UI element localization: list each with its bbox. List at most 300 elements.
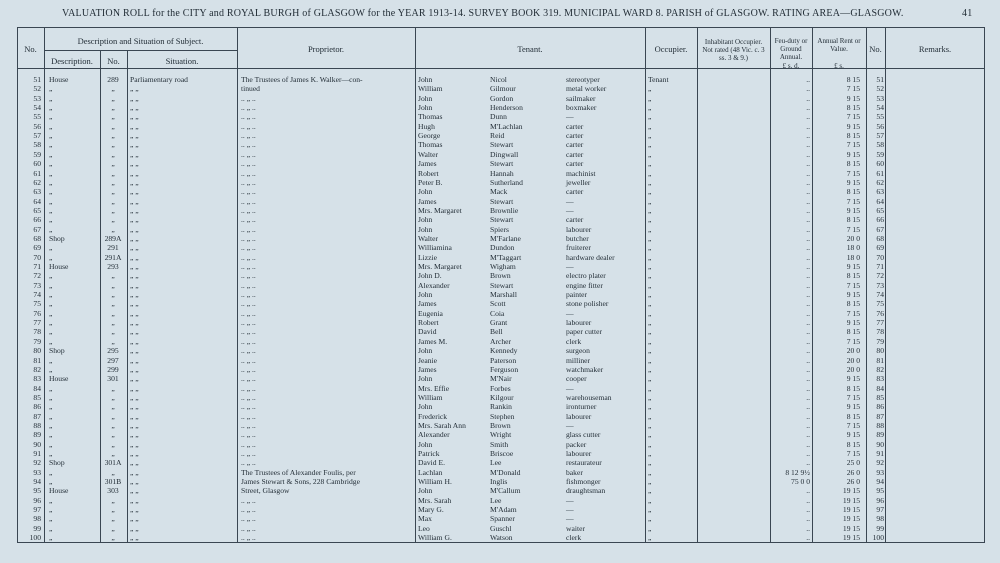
- entry-annual-rent: 8 15: [846, 159, 860, 169]
- entry-description: „: [49, 93, 53, 103]
- entry-situation: „ „: [130, 112, 139, 122]
- entry-proprietor: .. „ ..: [241, 93, 256, 103]
- tenant-occupation: clerk: [566, 336, 582, 346]
- entry-proprietor: .. „ ..: [241, 514, 256, 524]
- entry-situation: „ „: [130, 486, 139, 496]
- tenant-surname: Gilmour: [490, 84, 516, 94]
- tenant-surname: M'Nair: [490, 374, 512, 384]
- entry-proprietor: .. „ ..: [241, 243, 256, 253]
- tenant-surname: Bell: [490, 327, 503, 337]
- entry-situation: „ „: [130, 299, 139, 309]
- entry-feu-duty: ..: [806, 262, 810, 271]
- entry-situation: Parliamentary road: [130, 75, 188, 84]
- entry-number-right: 63: [876, 187, 884, 197]
- entry-description: „: [49, 383, 53, 393]
- entry-annual-rent: 9 15: [846, 402, 860, 412]
- table-row: [0, 403, 1000, 411]
- tenant-surname: Brownlie: [490, 205, 519, 215]
- entry-feu-duty: ..: [806, 140, 810, 150]
- entry-situation: „ „: [130, 205, 139, 215]
- entry-number: 79: [33, 336, 41, 346]
- entry-proprietor: .. „ ..: [241, 224, 256, 234]
- entry-occupier: „: [648, 505, 652, 515]
- col-feu: Feu-duty or Ground Annual.: [774, 37, 808, 61]
- entry-number-right: 79: [876, 336, 884, 346]
- entry-occupier: „: [648, 308, 652, 318]
- tenant-first-name: Frederick: [418, 411, 448, 421]
- entry-feu-duty: ..: [806, 271, 810, 281]
- entry-situation: „ „: [130, 262, 139, 271]
- entry-number: 74: [33, 290, 41, 300]
- entry-occupier: „: [648, 430, 652, 440]
- tenant-first-name: John: [418, 93, 433, 103]
- entry-description: Shop: [49, 233, 65, 243]
- entry-feu-duty: ..: [806, 299, 810, 309]
- entry-proprietor: .. „ ..: [241, 262, 256, 271]
- entry-occupier: „: [648, 149, 652, 159]
- entry-occupier: „: [648, 449, 652, 458]
- tenant-surname: Reid: [490, 131, 505, 141]
- entry-street-number: „: [111, 103, 115, 113]
- entry-annual-rent: 19 15: [842, 514, 860, 524]
- entry-number-right: 65: [876, 205, 884, 215]
- entry-feu-duty: ..: [806, 131, 810, 141]
- entry-proprietor: .. „ ..: [241, 505, 256, 515]
- tenant-first-name: Mrs. Margaret: [418, 205, 462, 215]
- entry-situation: „ „: [130, 224, 139, 234]
- entry-number-right: 94: [876, 477, 884, 487]
- entry-feu-duty: ..: [806, 149, 810, 159]
- entry-occupier: „: [648, 514, 652, 524]
- tenant-first-name: John: [418, 75, 433, 84]
- tenant-first-name: Mrs. Margaret: [418, 262, 462, 271]
- tenant-occupation: fruiterer: [566, 243, 591, 253]
- entry-feu-duty: 75 0 0: [791, 477, 810, 487]
- entry-street-number: „: [111, 112, 115, 122]
- entry-occupier: „: [648, 336, 652, 346]
- entry-number-right: 91: [876, 449, 884, 458]
- entry-annual-rent: 25 0: [846, 458, 860, 468]
- entry-street-number: „: [111, 84, 115, 94]
- entry-annual-rent: 8 15: [846, 75, 860, 84]
- entry-number: 84: [33, 383, 41, 393]
- entry-description: „: [49, 280, 53, 290]
- entry-proprietor: .. „ ..: [241, 336, 256, 346]
- col-remarks: Remarks.: [918, 44, 952, 54]
- entry-street-number: „: [111, 224, 115, 234]
- entry-proprietor: .. „ ..: [241, 280, 256, 290]
- entry-annual-rent: 7 15: [846, 84, 860, 94]
- entry-feu-duty: ..: [806, 121, 810, 131]
- entry-occupier: „: [648, 196, 652, 206]
- entry-occupier: „: [648, 112, 652, 122]
- tenant-surname: Sutherland: [490, 177, 523, 187]
- entry-number-right: 93: [876, 467, 884, 477]
- page-number: 41: [962, 8, 973, 19]
- tenant-first-name: Walter: [418, 149, 439, 159]
- tenant-surname: Rankin: [490, 402, 512, 412]
- table-row: [0, 366, 1000, 374]
- tenant-occupation: carter: [566, 121, 584, 131]
- entry-street-number: „: [111, 290, 115, 300]
- entry-number: 98: [33, 514, 41, 524]
- tenant-first-name: William H.: [418, 477, 452, 487]
- entry-number: 71: [33, 262, 41, 271]
- entry-proprietor: .. „ ..: [241, 392, 256, 402]
- entry-situation: „ „: [130, 495, 139, 505]
- entry-number: 81: [33, 355, 41, 365]
- entry-number-right: 98: [876, 514, 884, 524]
- entry-feu-duty: ..: [806, 364, 810, 374]
- entry-street-number: 291A: [104, 252, 122, 262]
- entry-street-number: „: [111, 308, 115, 318]
- tenant-first-name: John D.: [418, 271, 442, 281]
- entry-proprietor: .. „ ..: [241, 364, 256, 374]
- entry-situation: „ „: [130, 84, 139, 94]
- entry-number-right: 58: [876, 140, 884, 150]
- entry-occupier: „: [648, 224, 652, 234]
- entry-situation: „ „: [130, 383, 139, 393]
- entry-street-number: 289A: [104, 233, 122, 243]
- entry-description: „: [49, 308, 53, 318]
- tenant-first-name: John: [418, 290, 433, 300]
- entry-number-right: 59: [876, 149, 884, 159]
- tenant-occupation: butcher: [566, 233, 589, 243]
- tenant-occupation: baker: [566, 467, 583, 477]
- tenant-occupation: —: [566, 514, 574, 524]
- entry-occupier: „: [648, 439, 652, 449]
- entry-situation: „ „: [130, 159, 139, 169]
- tenant-first-name: Lachlan: [418, 467, 443, 477]
- entry-number: 55: [33, 112, 41, 122]
- entry-number: 85: [33, 392, 41, 402]
- entry-number: 88: [33, 420, 41, 430]
- tenant-occupation: carter: [566, 187, 584, 197]
- table-row: [0, 291, 1000, 299]
- entry-occupier: „: [648, 271, 652, 281]
- entry-situation: „ „: [130, 233, 139, 243]
- tenant-first-name: Robert: [418, 318, 439, 328]
- tenant-first-name: Thomas: [418, 140, 443, 150]
- entry-number: 60: [33, 159, 41, 169]
- tenant-first-name: Leo: [418, 523, 430, 533]
- page-title: VALUATION ROLL for the CITY and ROYAL BURGH of GLASGOW for the YEAR 1913-14. SURVEY BOOK 319. MUNICIPAL WARD 8. PARISH of GLASGOW. RATING AREA—GLASGOW.: [62, 8, 904, 19]
- entry-street-number: „: [111, 93, 115, 103]
- table-row: [0, 375, 1000, 383]
- entry-number-right: 71: [876, 262, 884, 271]
- tenant-first-name: Patrick: [418, 449, 440, 458]
- tenant-first-name: John: [418, 439, 433, 449]
- entry-street-number: „: [111, 149, 115, 159]
- entry-feu-duty: ..: [806, 187, 810, 197]
- tenant-first-name: Walter: [418, 233, 439, 243]
- entry-street-number: „: [111, 336, 115, 346]
- entry-situation: „ „: [130, 514, 139, 524]
- entry-situation: „ „: [130, 177, 139, 187]
- tenant-occupation: surgeon: [566, 346, 590, 356]
- tenant-surname: Marshall: [490, 290, 517, 300]
- tenant-occupation: —: [566, 112, 574, 122]
- tenant-surname: Stewart: [490, 159, 514, 169]
- table-row: [0, 104, 1000, 112]
- tenant-surname: Stephen: [490, 411, 515, 421]
- entry-street-number: „: [111, 402, 115, 412]
- entry-number-right: 57: [876, 131, 884, 141]
- entry-situation: „ „: [130, 411, 139, 421]
- entry-number: 61: [33, 168, 41, 178]
- table-row: [0, 188, 1000, 196]
- entry-annual-rent: 20 0: [846, 233, 860, 243]
- entry-situation: „ „: [130, 505, 139, 515]
- tenant-surname: M'Taggart: [490, 252, 522, 262]
- entry-number: 58: [33, 140, 41, 150]
- entry-street-number: „: [111, 280, 115, 290]
- entry-proprietor: .. „ ..: [241, 523, 256, 533]
- entry-situation: „ „: [130, 196, 139, 206]
- entry-feu-duty: ..: [806, 233, 810, 243]
- tenant-first-name: John: [418, 224, 433, 234]
- tenant-occupation: engine fitter: [566, 280, 603, 290]
- entry-proprietor: .. „ ..: [241, 196, 256, 206]
- entry-feu-duty: ..: [806, 196, 810, 206]
- entry-number-right: 64: [876, 196, 884, 206]
- entry-situation: „ „: [130, 439, 139, 449]
- entry-occupier: „: [648, 486, 652, 496]
- entry-number: 90: [33, 439, 41, 449]
- entry-number: 91: [33, 449, 41, 458]
- table-row: [0, 310, 1000, 318]
- entry-feu-duty: ..: [806, 103, 810, 113]
- tenant-occupation: hardware dealer: [566, 252, 615, 262]
- entry-proprietor: James Stewart & Sons, 228 Cambridge: [241, 477, 360, 487]
- entry-annual-rent: 26 0: [846, 467, 860, 477]
- entry-description: „: [49, 103, 53, 113]
- entry-number: 95: [33, 486, 41, 496]
- entry-feu-duty: ..: [806, 75, 810, 84]
- entry-street-number: „: [111, 159, 115, 169]
- entry-number-right: 66: [876, 215, 884, 225]
- entry-annual-rent: 7 15: [846, 308, 860, 318]
- col-number: No.: [107, 56, 120, 66]
- entry-annual-rent: 9 15: [846, 430, 860, 440]
- tenant-occupation: cooper: [566, 374, 587, 384]
- entry-proprietor: .. „ ..: [241, 252, 256, 262]
- tenant-surname: Hannah: [490, 168, 514, 178]
- entry-number: 57: [33, 131, 41, 141]
- entry-number-right: 95: [876, 486, 884, 496]
- entry-annual-rent: 9 15: [846, 205, 860, 215]
- entry-street-number: „: [111, 523, 115, 533]
- entry-occupier: „: [648, 374, 652, 384]
- entry-number: 65: [33, 205, 41, 215]
- entry-street-number: 301B: [104, 477, 122, 487]
- entry-situation: „ „: [130, 374, 139, 384]
- table-row: [0, 328, 1000, 336]
- entry-situation: „ „: [130, 467, 139, 477]
- entry-number-right: 84: [876, 383, 884, 393]
- entry-feu-duty: ..: [806, 533, 810, 543]
- tenant-first-name: Mrs. Effie: [418, 383, 450, 393]
- tenant-surname: Kilgour: [490, 392, 514, 402]
- entry-street-number: „: [111, 215, 115, 225]
- entry-number-right: 74: [876, 290, 884, 300]
- entry-situation: „ „: [130, 346, 139, 356]
- tenant-surname: Lee: [490, 495, 502, 505]
- tenant-occupation: warehouseman: [566, 392, 612, 402]
- entry-street-number: „: [111, 383, 115, 393]
- table-row: [0, 413, 1000, 421]
- entry-street-number: „: [111, 299, 115, 309]
- entry-annual-rent: 8 15: [846, 215, 860, 225]
- tenant-surname: Stewart: [490, 215, 514, 225]
- entry-description: „: [49, 495, 53, 505]
- entry-situation: „ „: [130, 533, 139, 543]
- entry-number: 56: [33, 121, 41, 131]
- entry-description: „: [49, 84, 53, 94]
- entry-street-number: 299: [107, 364, 119, 374]
- entry-number: 78: [33, 327, 41, 337]
- entry-number: 70: [33, 252, 41, 262]
- entry-situation: „ „: [130, 364, 139, 374]
- entry-feu-duty: ..: [806, 308, 810, 318]
- entry-proprietor: .. „ ..: [241, 318, 256, 328]
- table-row: [0, 170, 1000, 178]
- tenant-first-name: Mrs. Sarah: [418, 495, 452, 505]
- entry-street-number: 295: [107, 346, 119, 356]
- tenant-occupation: draughtsman: [566, 486, 606, 496]
- entry-description: „: [49, 327, 53, 337]
- table-row: [0, 141, 1000, 149]
- entry-annual-rent: 19 15: [842, 523, 860, 533]
- entry-proprietor: .. „ ..: [241, 308, 256, 318]
- entry-proprietor: .. „ ..: [241, 168, 256, 178]
- entry-proprietor: .. „ ..: [241, 374, 256, 384]
- entry-situation: „ „: [130, 308, 139, 318]
- tenant-occupation: stereotyper: [566, 75, 600, 84]
- tenant-occupation: labourer: [566, 449, 592, 458]
- tenant-surname: Brown: [490, 271, 511, 281]
- entry-occupier: „: [648, 533, 652, 543]
- entry-proprietor: .. „ ..: [241, 159, 256, 169]
- entry-proprietor: .. „ ..: [241, 383, 256, 393]
- entry-feu-duty: ..: [806, 252, 810, 262]
- entry-situation: „ „: [130, 355, 139, 365]
- entry-proprietor: .. „ ..: [241, 177, 256, 187]
- entry-annual-rent: 8 15: [846, 439, 860, 449]
- entry-occupier: „: [648, 467, 652, 477]
- entry-description: House: [49, 262, 69, 271]
- entry-description: „: [49, 505, 53, 515]
- tenant-occupation: electro plater: [566, 271, 606, 281]
- entry-description: „: [49, 252, 53, 262]
- entry-annual-rent: 8 15: [846, 187, 860, 197]
- entry-occupier: „: [648, 252, 652, 262]
- table-row: [0, 394, 1000, 402]
- table-row: [0, 216, 1000, 224]
- entry-description: „: [49, 187, 53, 197]
- tenant-occupation: —: [566, 495, 574, 505]
- table-row: [0, 497, 1000, 505]
- entry-occupier: Tenant: [648, 75, 669, 84]
- entry-situation: „ „: [130, 449, 139, 458]
- table-row: [0, 235, 1000, 243]
- entry-occupier: „: [648, 458, 652, 468]
- entry-number-right: 69: [876, 243, 884, 253]
- tenant-occupation: sailmaker: [566, 93, 596, 103]
- tenant-first-name: David E.: [418, 458, 445, 468]
- entry-annual-rent: 8 15: [846, 411, 860, 421]
- entry-description: „: [49, 318, 53, 328]
- entry-number: 59: [33, 149, 41, 159]
- tenant-first-name: James M.: [418, 336, 448, 346]
- entry-annual-rent: 9 15: [846, 374, 860, 384]
- entry-occupier: „: [648, 477, 652, 487]
- entry-number-right: 83: [876, 374, 884, 384]
- entry-annual-rent: 7 15: [846, 196, 860, 206]
- entry-annual-rent: 8 15: [846, 103, 860, 113]
- entry-feu-duty: ..: [806, 84, 810, 94]
- tenant-occupation: —: [566, 196, 574, 206]
- table-row: [0, 478, 1000, 486]
- tenant-first-name: George: [418, 131, 441, 141]
- entry-feu-duty: ..: [806, 355, 810, 365]
- entry-annual-rent: 8 15: [846, 271, 860, 281]
- tenant-first-name: Alexander: [418, 280, 450, 290]
- entry-street-number: 303: [107, 486, 119, 496]
- entry-street-number: „: [111, 467, 115, 477]
- entry-occupier: „: [648, 318, 652, 328]
- tenant-surname: M'Donald: [490, 467, 521, 477]
- entry-number-right: 77: [876, 318, 884, 328]
- entry-feu-duty: ..: [806, 318, 810, 328]
- tenant-occupation: —: [566, 420, 574, 430]
- tenant-occupation: milliner: [566, 355, 591, 365]
- tenant-occupation: metal worker: [566, 84, 607, 94]
- table-row: [0, 123, 1000, 131]
- tenant-surname: Gordon: [490, 93, 514, 103]
- entry-proprietor: .. „ ..: [241, 131, 256, 141]
- entry-number-right: 60: [876, 159, 884, 169]
- entry-occupier: „: [648, 168, 652, 178]
- entry-proprietor: .. „ ..: [241, 346, 256, 356]
- tenant-surname: Lee: [490, 458, 502, 468]
- tenant-surname: Guschl: [490, 523, 512, 533]
- entry-number-right: 96: [876, 495, 884, 505]
- entry-feu-duty: ..: [806, 93, 810, 103]
- entry-feu-duty: ..: [806, 159, 810, 169]
- tenant-first-name: Lizzie: [418, 252, 437, 262]
- entry-annual-rent: 7 15: [846, 392, 860, 402]
- entry-description: „: [49, 402, 53, 412]
- entry-occupier: „: [648, 93, 652, 103]
- entry-occupier: „: [648, 495, 652, 505]
- entry-occupier: „: [648, 177, 652, 187]
- entry-feu-duty: ..: [806, 411, 810, 421]
- tenant-surname: Stewart: [490, 196, 514, 206]
- tenant-occupation: machinist: [566, 168, 596, 178]
- entry-description: House: [49, 374, 69, 384]
- entry-annual-rent: 7 15: [846, 112, 860, 122]
- entry-street-number: „: [111, 327, 115, 337]
- entry-number-right: 99: [876, 523, 884, 533]
- col-no-right: No.: [869, 44, 882, 54]
- table-row: [0, 160, 1000, 168]
- table-row: [0, 319, 1000, 327]
- table-row: [0, 431, 1000, 439]
- entry-occupier: „: [648, 392, 652, 402]
- entry-street-number: „: [111, 449, 115, 458]
- tenant-occupation: labourer: [566, 318, 592, 328]
